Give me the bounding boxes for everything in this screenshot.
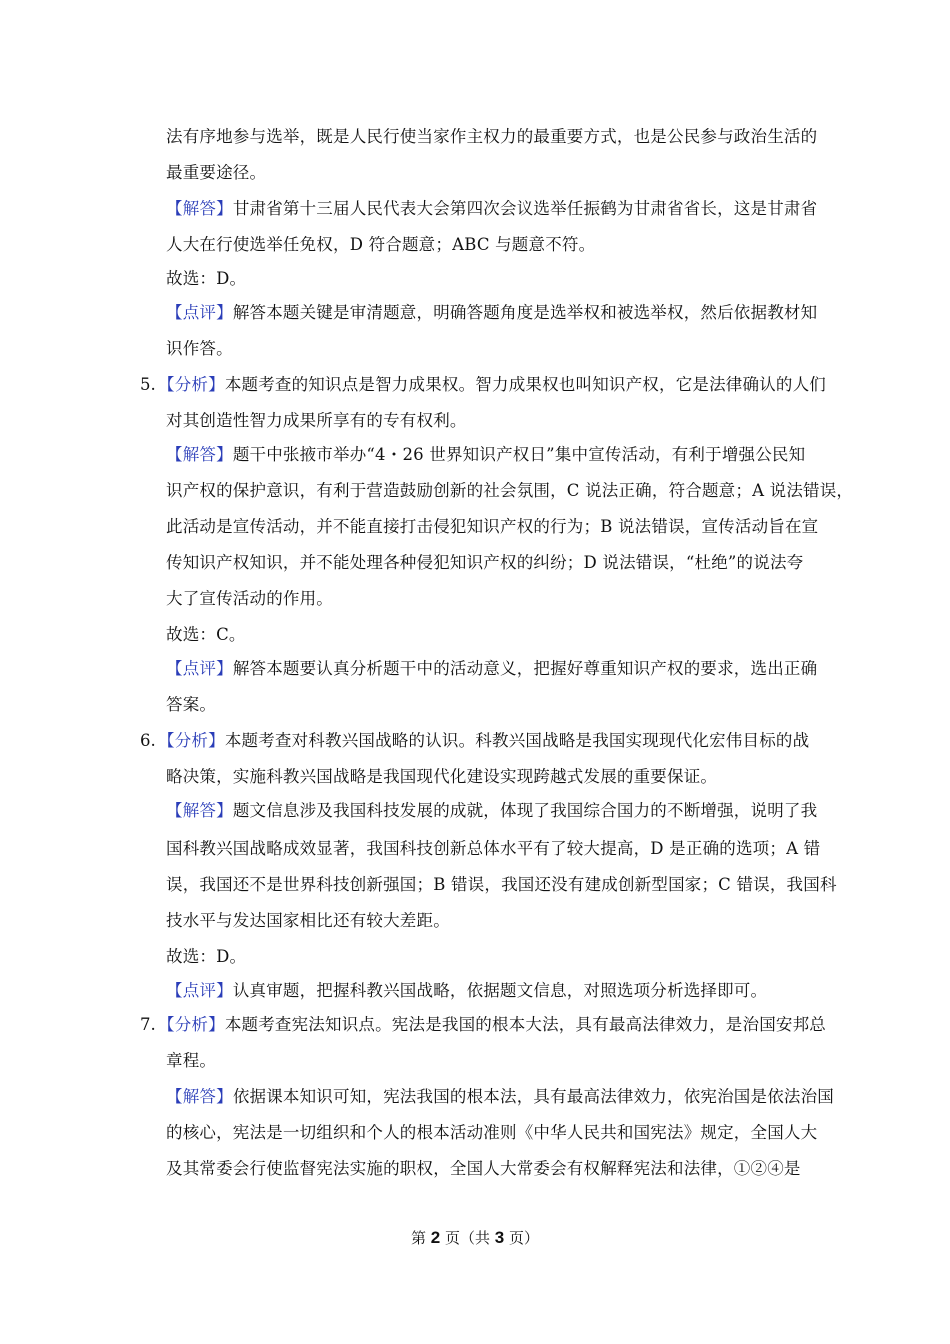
- footer-text: 第: [410, 1229, 431, 1247]
- dianping-tag: 【点评】: [166, 981, 233, 1000]
- text-line: 识作答。: [166, 339, 233, 358]
- text-line: 识产权的保护意识，有利于营造鼓励创新的社会氛围，C 说法正确，符合题意；A 说法错误，: [166, 481, 854, 500]
- text-line: 国科教兴国战略成效显著，我国科技创新总体水平有了较大提高，D 是正确的选项；A 错: [166, 839, 821, 858]
- text-line: 法有序地参与选举，既是人民行使当家作主权力的最重要方式，也是公民参与政治生活的: [166, 127, 818, 146]
- answer-paragraph: [166, 1086, 834, 1108]
- text-line: 最重要途径。: [166, 163, 267, 182]
- jieda-tag: 【解答】: [166, 199, 233, 218]
- text-line: 及其常委会行使监督宪法实施的职权，全国人大常委会有权解释宪法和法律，①②④是: [166, 1159, 801, 1178]
- text-span: 题文信息涉及我国科技发展的成就，体现了我国综合国力的不断增强，说明了我: [232, 801, 818, 820]
- answer-paragraph: [166, 198, 817, 220]
- fenxi-tag: 【分析】: [158, 1015, 225, 1034]
- text-line: 答案。: [166, 695, 217, 714]
- text-span: 甘肃省第十三届人民代表大会第四次会议选举任振鹤为甘肃省省长，这是甘肃省: [232, 199, 818, 218]
- analysis-paragraph: [158, 374, 826, 396]
- fenxi-tag: 【分析】: [158, 731, 225, 750]
- text-line: 传知识产权知识，并不能处理各种侵犯知识产权的纠纷；D 说法错误，“杜绝”的说法夸: [166, 553, 804, 572]
- analysis-paragraph: [158, 1014, 826, 1036]
- comment-paragraph: [166, 980, 767, 1002]
- text-line: 此活动是宣传活动，并不能直接打击侵犯知识产权的行为；B 说法错误，宣传活动旨在宣: [166, 517, 819, 536]
- page-footer: [0, 1228, 950, 1248]
- text-line: 对其创造性智力成果所享有的专有权利。: [166, 411, 467, 430]
- fenxi-tag: 【分析】: [158, 375, 225, 394]
- answer-paragraph: [166, 444, 805, 466]
- text-span: 认真审题，把握科教兴国战略，依据题文信息，对照选项分析选择即可。: [232, 981, 768, 1000]
- choice-line: 故选：C。: [166, 625, 246, 644]
- text-line: 人大在行使选举任免权，D 符合题意；ABC 与题意不符。: [166, 235, 596, 254]
- text-line: 技水平与发达国家相比还有较大差距。: [166, 911, 450, 930]
- text-span: 解答本题关键是审清题意，明确答题角度是选举权和被选举权，然后依据教材知: [232, 303, 818, 322]
- text-span: 本题考查对科教兴国战略的认识。科教兴国战略是我国实现现代化宏伟目标的战: [224, 731, 810, 750]
- text-span: 题干中张掖市举办“4・26 世界知识产权日”集中宣传活动，有利于增强公民知: [232, 445, 806, 464]
- text-line: 的核心，宪法是一切组织和个人的根本活动准则《中华人民共和国宪法》规定，全国人大: [166, 1123, 818, 1142]
- comment-paragraph: [166, 658, 817, 680]
- page-number: 2: [430, 1228, 441, 1247]
- analysis-paragraph: [158, 730, 809, 752]
- jieda-tag: 【解答】: [166, 1087, 233, 1106]
- text-line: 误，我国还不是世界科技创新强国；B 错误，我国还没有建成创新型国家；C 错误，我国科: [166, 875, 837, 894]
- text-span: 本题考查的知识点是智力成果权。智力成果权也叫知识产权，它是法律确认的人们: [224, 375, 827, 394]
- text-span: 本题考查宪法知识点。宪法是我国的根本大法，具有最高法律效力，是治国安邦总: [224, 1015, 827, 1034]
- dianping-tag: 【点评】: [166, 303, 233, 322]
- jieda-tag: 【解答】: [166, 801, 233, 820]
- choice-line: 故选：D。: [166, 269, 247, 288]
- footer-text: 页（共: [440, 1229, 495, 1247]
- text-line: 章程。: [166, 1051, 217, 1070]
- question-number: 5.: [140, 375, 156, 394]
- text-span: 解答本题要认真分析题干中的活动意义，把握好尊重知识产权的要求，选出正确: [232, 659, 818, 678]
- dianping-tag: 【点评】: [166, 659, 233, 678]
- question-number: 6.: [140, 731, 156, 750]
- question-number: 7.: [140, 1015, 156, 1034]
- text-line: 略决策，实施科教兴国战略是我国现代化建设实现跨越式发展的重要保证。: [166, 767, 718, 786]
- footer-text: 页）: [504, 1229, 540, 1247]
- text-line: 大了宣传活动的作用。: [166, 589, 333, 608]
- total-pages: 3: [494, 1228, 505, 1247]
- text-span: 依据课本知识可知，宪法我国的根本法，具有最高法律效力，依宪治国是依法治国: [232, 1087, 835, 1106]
- jieda-tag: 【解答】: [166, 445, 233, 464]
- answer-paragraph: [166, 800, 817, 822]
- comment-paragraph: [166, 302, 817, 324]
- choice-line: 故选：D。: [166, 947, 247, 966]
